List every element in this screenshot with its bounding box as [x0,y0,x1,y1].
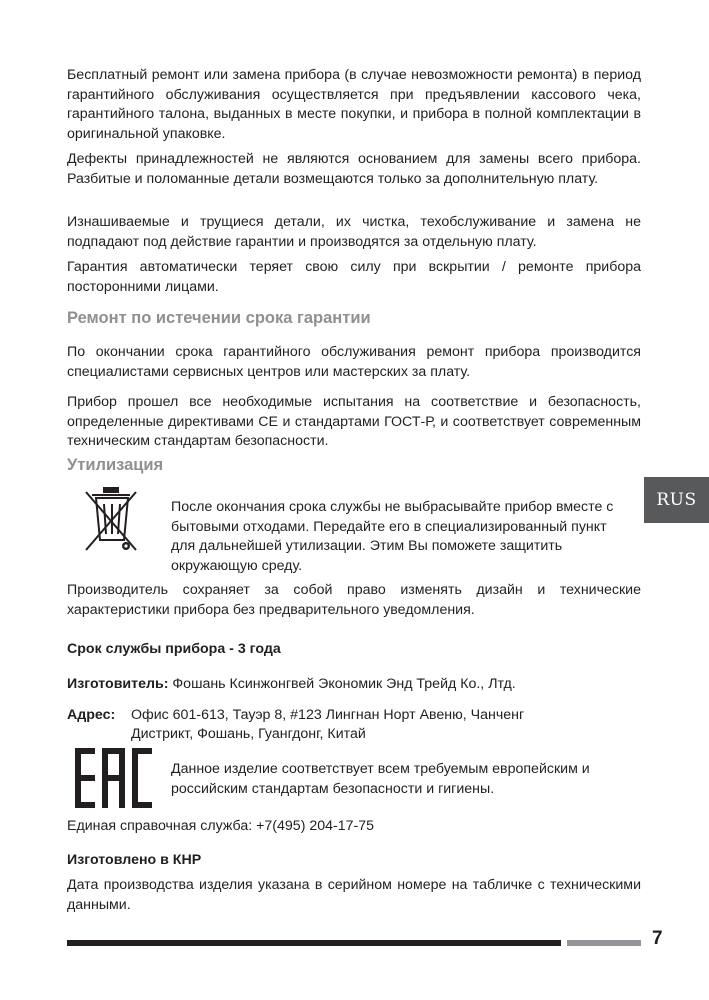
warranty-paragraph-4: Гарантия автоматически теряет свою силу при вскрытии / ремонте прибора посторонними лицами. [67,259,641,295]
language-tab: RUS [644,477,709,523]
made-in: Изготовлено в КНР [67,852,202,868]
address-line-2: Дистрикт, Фошань, Гуангдонг, Китай [131,726,366,742]
disposal-text: После окончания срока службы не выбрасывайте прибор вместе с бытовыми отходами. Передайте его в специализированный пункт для дальнейшей утилизации. Этим Вы поможете защитить окружающую среду. [171,499,614,574]
manufacturer-note: Производитель сохраняет за собой право изменять дизайн и технические характеристики прибора без предварительного уведомления. [67,582,641,618]
wheelie-bin-crossed-icon [82,484,140,556]
production-date: Дата производства изделия указана в серийном номере на табличке с техническими данными. [67,877,641,913]
service-life: Срок службы прибора - 3 года [67,641,281,657]
address-label: Адрес: [67,707,116,723]
footer-bar-light [567,940,641,946]
post-warranty-heading: Ремонт по истечении срока гарантии [67,309,371,327]
disposal-heading: Утилизация [67,456,164,474]
eac-text: Данное изделие соответствует всем требуемым европейским и российским стандартам безопасности и гигиены. [171,761,590,797]
warranty-paragraph-3: Изнашиваемые и трущиеся детали, их чистка, техобслуживание и замена не подпадают под действие гарантии и производятся за отдельную плату. [67,214,641,250]
post-warranty-paragraph-1: По окончании срока гарантийного обслуживания ремонт прибора производится специалистами сервисных центров или мастерских за плату. [67,344,641,380]
maker-value: Фошань Ксинжонгвей Экономик Энд Трейд Ко., Лтд. [168,676,516,692]
maker-line [67,675,641,695]
warranty-paragraph-1: Бесплатный ремонт или замена прибора (в случае невозможности ремонта) в период гарантийного обслуживания осуществляется при предъявлении кассового чека, гарантийного талона, выданных в месте покупки, и прибора в полной комплектации в оригинальной упаковке. [67,67,641,142]
post-warranty-paragraph-2: Прибор прошел все необходимые испытания на соответствие и безопасность, определенные директивами CE и стандартами ГОСТ-Р, и соответствует современным техническим стандартам безопасности. [67,394,641,449]
hotline: Единая справочная служба: +7(495) 204-17-75 [67,818,375,834]
footer-bar-dark [67,940,561,946]
maker-label: Изготовитель: [67,676,169,692]
eac-logo-icon [75,748,153,808]
warranty-paragraph-2: Дефекты принадлежностей не являются основанием для замены всего прибора. Разбитые и поломанные детали возмещаются только за дополнительную плату. [67,151,641,187]
address-line-1: Офис 601-613, Тауэр 8, #123 Лингнан Норт Авеню, Чанченг [131,707,525,723]
page-number: 7 [652,928,663,949]
